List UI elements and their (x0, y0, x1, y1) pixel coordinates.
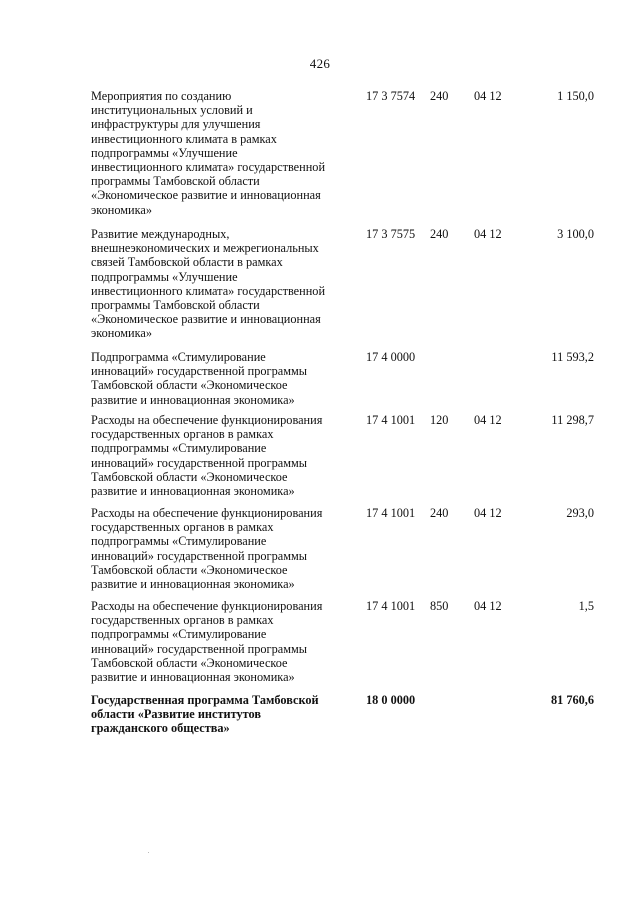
row-name (91, 599, 351, 684)
row-section-code: 04 12 (474, 413, 502, 427)
row-name-line: Подпрограмма «Стимулирование (91, 350, 266, 364)
row-expense-type: 240 (430, 89, 449, 103)
row-name-line: Тамбовской области «Экономическое (91, 655, 288, 670)
row-name (91, 227, 351, 341)
row-name-line: инноваций» государственной программы (91, 364, 308, 379)
row-name-line: «Экономическое развитие и инновационная (91, 312, 321, 327)
row-target-code: 17 3 7574 (366, 89, 416, 103)
row-name-line: программы Тамбовской области (91, 174, 260, 189)
row-target-code: 18 0 0000 (366, 693, 416, 707)
row-section-code: 04 12 (474, 506, 502, 520)
row-amount: 81 760,6 (550, 693, 594, 707)
row-name-line: развитие и инновационная экономика» (91, 392, 295, 407)
row-name-line: государственных органов в рамках (91, 613, 274, 628)
row-name-line: Расходы на обеспечение функционирования (91, 413, 323, 427)
row-name (91, 89, 351, 217)
row-section-code: 04 12 (474, 89, 502, 103)
row-name-line: развитие и инновационная экономика» (91, 484, 295, 499)
row-name-line: инфраструктуры для улучшения (91, 117, 261, 132)
row-section-code: 04 12 (474, 227, 502, 241)
row-name-line: гражданского общества» (91, 721, 230, 736)
row-name-line: инноваций» государственной программы (91, 641, 308, 656)
row-name-line: подпрограммы «Стимулирование (91, 627, 267, 642)
scan-speck (148, 852, 149, 853)
row-target-code: 17 4 1001 (366, 506, 416, 520)
row-name (91, 350, 351, 407)
row-name-line: государственных органов в рамках (91, 520, 274, 535)
row-name-line: инноваций» государственной программы (91, 548, 308, 563)
row-name-line: Тамбовской области «Экономическое (91, 469, 288, 484)
row-name-line: Тамбовской области «Экономическое (91, 562, 288, 577)
row-name-line: экономика» (91, 202, 153, 217)
row-name-line: развитие и инновационная экономика» (91, 577, 295, 592)
row-name-line: инвестиционного климата» государственной (91, 160, 326, 175)
row-target-code: 17 4 1001 (366, 413, 416, 427)
row-name-line: подпрограммы «Стимулирование (91, 441, 267, 456)
row-name-line: инноваций» государственной программы (91, 455, 308, 470)
row-name-line: Расходы на обеспечение функционирования (91, 599, 323, 613)
row-name-line: «Экономическое развитие и инновационная (91, 188, 321, 203)
row-name-line: области «Развитие институтов (91, 707, 261, 722)
row-name-line: подпрограммы «Улучшение (91, 269, 238, 284)
row-name (91, 413, 351, 498)
row-amount: 293,0 (566, 506, 594, 520)
row-name-line: инвестиционного климата в рамках (91, 131, 277, 146)
row-name-line: Государственная программа Тамбовской (91, 693, 319, 707)
row-expense-type: 240 (430, 227, 449, 241)
row-target-code: 17 3 7575 (366, 227, 416, 241)
row-expense-type: 120 (430, 413, 449, 427)
row-name-line: подпрограммы «Стимулирование (91, 534, 267, 549)
row-name-line: инвестиционного климата» государственной (91, 283, 326, 298)
row-amount: 1 150,0 (557, 89, 594, 103)
row-name-line: Тамбовской области «Экономическое (91, 378, 288, 393)
row-name-line: программы Тамбовской области (91, 298, 260, 313)
row-target-code: 17 4 1001 (366, 599, 416, 613)
row-name-line: подпрограммы «Улучшение (91, 145, 238, 160)
row-name-line: государственных органов в рамках (91, 427, 274, 442)
row-name (91, 506, 351, 591)
row-expense-type: 240 (430, 506, 449, 520)
page-number: 426 (309, 56, 331, 71)
row-target-code: 17 4 0000 (366, 350, 416, 364)
row-name-line: институциональных условий и (91, 103, 253, 118)
row-amount: 3 100,0 (557, 227, 594, 241)
row-name-line: Мероприятия по созданию (91, 89, 232, 103)
row-name-line: развитие и инновационная экономика» (91, 670, 295, 685)
row-name-line: внешнеэкономических и межрегиональных (91, 241, 319, 256)
row-amount: 11 298,7 (551, 413, 594, 427)
row-amount: 1,5 (578, 599, 594, 613)
row-amount: 11 593,2 (551, 350, 594, 364)
row-name-line: экономика» (91, 326, 153, 341)
row-name (91, 693, 351, 736)
row-section-code: 04 12 (474, 599, 502, 613)
row-name-line: Развитие международных, (91, 227, 230, 241)
row-name-line: связей Тамбовской области в рамках (91, 255, 283, 270)
row-expense-type: 850 (430, 599, 449, 613)
row-name-line: Расходы на обеспечение функционирования (91, 506, 323, 520)
